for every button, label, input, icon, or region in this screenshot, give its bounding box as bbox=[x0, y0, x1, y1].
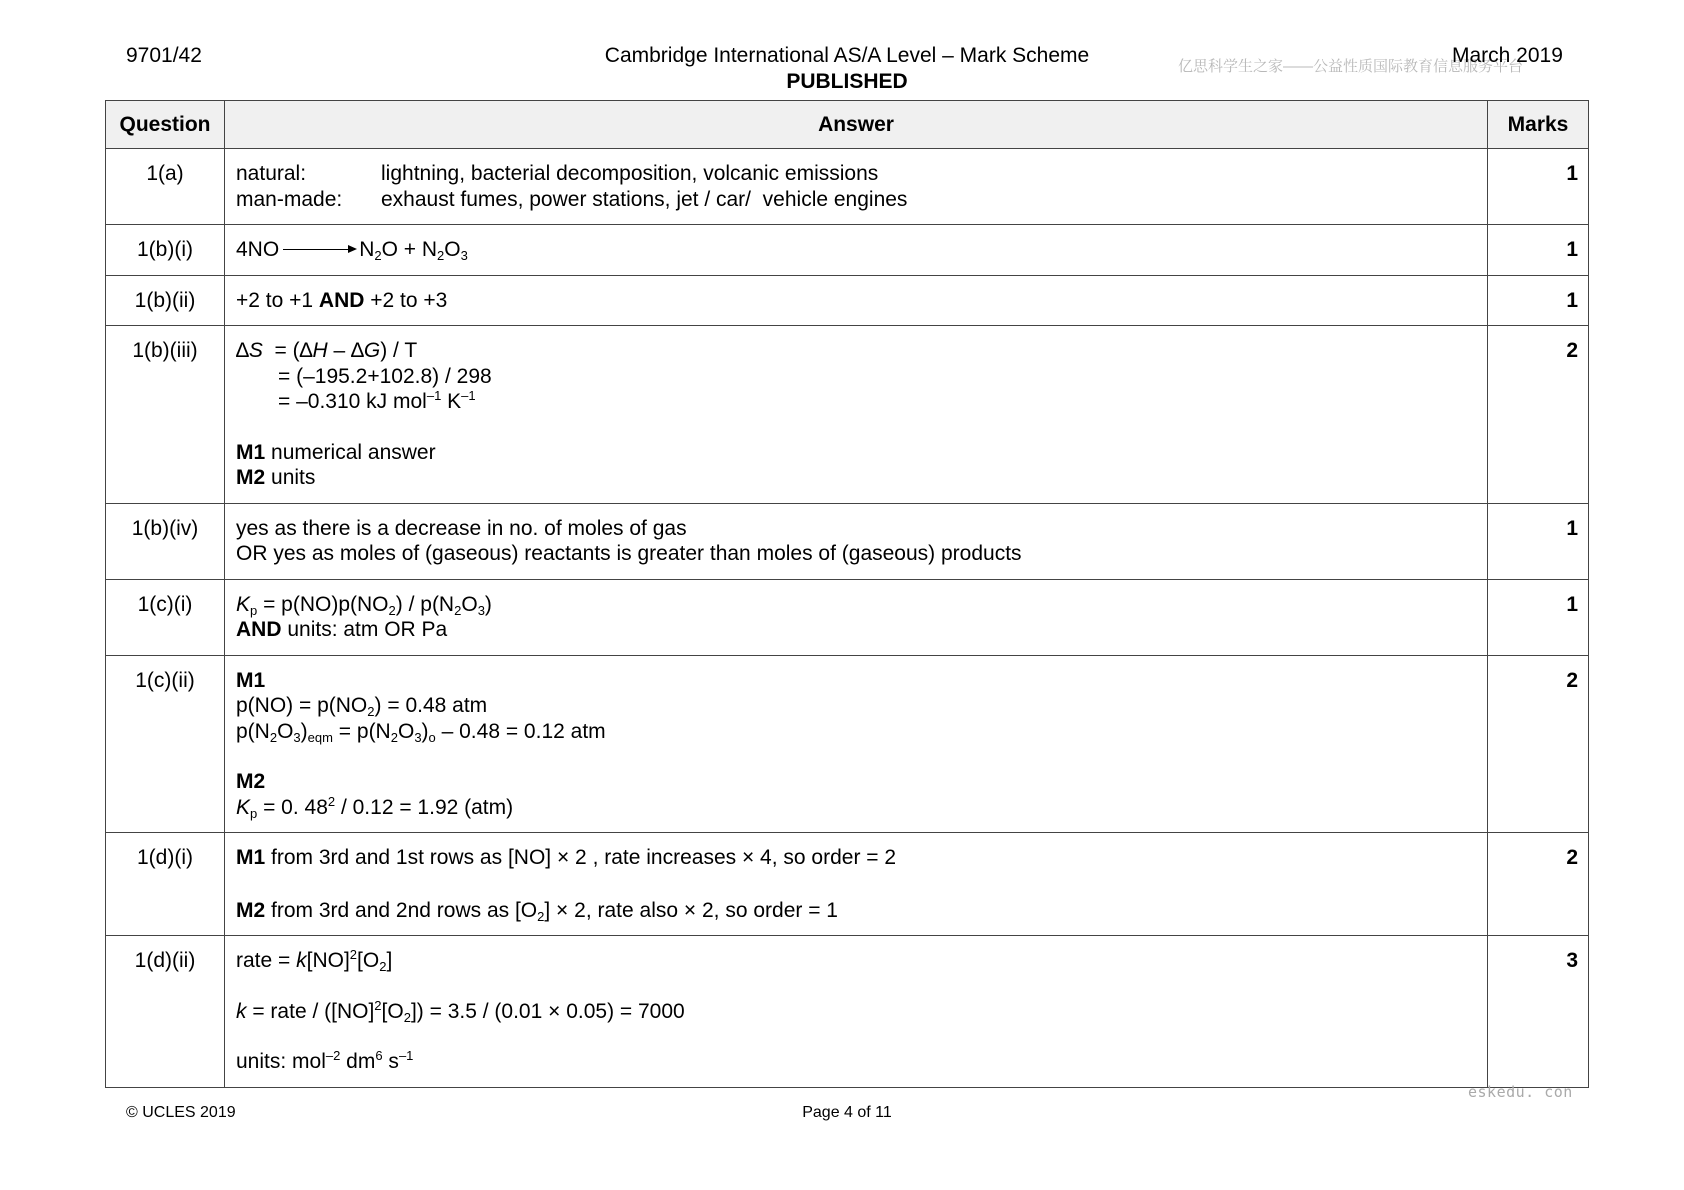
entropy-symbol: S bbox=[248, 339, 263, 362]
equation-text: [O bbox=[357, 949, 380, 972]
spacer bbox=[236, 871, 1477, 898]
mark-point-text: ] × 2, rate also × 2, so order = 1 bbox=[544, 898, 838, 922]
subscript: 2 bbox=[374, 248, 382, 263]
equation-text: ) / T bbox=[380, 339, 418, 362]
spacer bbox=[236, 744, 1477, 769]
subscript: 2 bbox=[269, 729, 278, 745]
equation-text: = 0. 48 bbox=[257, 795, 328, 819]
table-row bbox=[106, 936, 1589, 1088]
question-number: 1(b)(iv) bbox=[106, 503, 225, 579]
natural-sources: lightning, bacterial decomposition, volcanic emissions bbox=[381, 162, 879, 185]
subscript: 2 bbox=[537, 908, 545, 924]
header-answer: Answer bbox=[225, 101, 1488, 149]
subscript: 3 bbox=[477, 602, 485, 618]
equation-text: ) bbox=[300, 719, 308, 743]
mark-point-text: numerical answer bbox=[265, 440, 436, 464]
equation-text: O bbox=[397, 719, 415, 743]
spacer bbox=[236, 974, 1477, 999]
subscript: 3 bbox=[414, 729, 422, 745]
units-text: dm bbox=[340, 1050, 376, 1073]
equation-text: N bbox=[359, 238, 375, 261]
mark-point-text: units bbox=[265, 466, 316, 489]
equation-text: O bbox=[461, 592, 478, 616]
mark-point-text: from 3rd and 1st rows as [NO] × 2 , rate increases × 4, so order = 2 bbox=[265, 846, 897, 869]
copyright-notice: © UCLES 2019 bbox=[126, 1104, 236, 1121]
reaction-arrow-icon bbox=[283, 249, 355, 250]
answer-cell bbox=[225, 655, 1488, 833]
subscript: p bbox=[250, 805, 258, 821]
equation-text: O bbox=[277, 719, 294, 743]
manmade-label: man-made: bbox=[236, 187, 343, 211]
natural-label: natural: bbox=[236, 162, 307, 185]
page-number: Page 4 of 11 bbox=[802, 1104, 892, 1121]
superscript: 6 bbox=[375, 1048, 383, 1063]
delta-symbol: ∆ bbox=[236, 339, 249, 362]
equation-text: = (∆ bbox=[262, 339, 313, 362]
subscript: eqm bbox=[307, 729, 333, 745]
mark-point-label: M1 bbox=[236, 668, 266, 692]
equation-text: [O bbox=[381, 999, 404, 1023]
answer-cell bbox=[225, 225, 1488, 276]
superscript: 2 bbox=[327, 793, 336, 809]
exam-date: March 2019 bbox=[1452, 44, 1563, 67]
answer-cell bbox=[225, 275, 1488, 326]
kp-symbol: K bbox=[236, 592, 251, 616]
mark-point-text: from 3rd and 2nd rows as [O bbox=[265, 898, 538, 922]
table-row bbox=[106, 225, 1589, 276]
kp-symbol: K bbox=[236, 795, 251, 819]
mark-point-label: M1 bbox=[236, 440, 266, 464]
equation-text: O + N bbox=[381, 238, 438, 261]
equation-text: = p(N bbox=[332, 719, 391, 743]
question-number: 1(d)(i) bbox=[106, 833, 225, 936]
and-keyword: AND bbox=[318, 288, 365, 312]
answer-cell bbox=[225, 936, 1488, 1088]
answer-cell bbox=[225, 579, 1488, 655]
equation-text: ) = 0.48 atm bbox=[374, 694, 488, 717]
subscript: p bbox=[250, 602, 258, 618]
mark-point-label: M2 bbox=[236, 898, 266, 922]
equation-text: = rate / ([NO] bbox=[246, 999, 375, 1023]
rate-constant-symbol: k bbox=[236, 999, 247, 1023]
table-row bbox=[106, 275, 1589, 326]
units-text: units: mol bbox=[236, 1050, 326, 1073]
superscript: 2 bbox=[349, 947, 358, 962]
equation-line: = (–195.2+102.8) / 298 bbox=[278, 364, 492, 388]
paper-code: 9701/42 bbox=[126, 44, 202, 67]
table-header-row bbox=[106, 101, 1589, 149]
question-number: 1(b)(iii) bbox=[106, 326, 225, 504]
marks-cell: 3 bbox=[1488, 936, 1589, 1088]
units-text: s bbox=[382, 1050, 399, 1073]
manmade-sources: exhaust fumes, power stations, jet / car/ vehicle engines bbox=[381, 187, 908, 211]
subscript: 2 bbox=[367, 704, 375, 719]
question-number: 1(c)(i) bbox=[106, 579, 225, 655]
spacer bbox=[236, 415, 1477, 440]
published-label: PUBLISHED bbox=[786, 70, 908, 93]
and-keyword: AND bbox=[236, 618, 282, 641]
superscript: 2 bbox=[374, 997, 382, 1013]
equation-text: / 0.12 = 1.92 (atm) bbox=[335, 795, 514, 819]
equation-text: [NO] bbox=[306, 949, 350, 972]
table-row bbox=[106, 149, 1589, 225]
equation-text: – ∆ bbox=[327, 339, 364, 362]
equation-text: ]) = 3.5 / (0.01 × 0.05) = 7000 bbox=[410, 999, 685, 1023]
table-row bbox=[106, 833, 1589, 936]
header-marks: Marks bbox=[1488, 101, 1589, 149]
question-number: 1(c)(ii) bbox=[106, 655, 225, 833]
table-row bbox=[106, 326, 1589, 504]
equation-text: ) / p(N bbox=[395, 592, 455, 616]
answer-text: +2 to +3 bbox=[364, 288, 448, 312]
mark-point-label: M2 bbox=[236, 770, 266, 793]
subscript: 3 bbox=[460, 248, 468, 263]
answer-cell bbox=[225, 833, 1488, 936]
marks-cell: 2 bbox=[1488, 833, 1589, 936]
answer-line: yes as there is a decrease in no. of moles of gas bbox=[236, 516, 687, 540]
equation-text: ) bbox=[484, 592, 492, 616]
question-number: 1(d)(ii) bbox=[106, 936, 225, 1088]
subscript: 2 bbox=[454, 602, 462, 618]
subscript: 2 bbox=[388, 602, 396, 618]
table-row bbox=[106, 655, 1589, 833]
answer-cell bbox=[225, 326, 1488, 504]
table-row bbox=[106, 503, 1589, 579]
marks-cell: 2 bbox=[1488, 655, 1589, 833]
equation-text: = –0.310 kJ mol bbox=[278, 390, 427, 413]
header-question: Question bbox=[106, 101, 225, 149]
question-number: 1(b)(i) bbox=[106, 225, 225, 276]
marks-cell: 1 bbox=[1488, 149, 1589, 225]
equation-text: p(NO) = p(NO bbox=[236, 694, 368, 717]
rate-constant-symbol: k bbox=[296, 949, 307, 972]
equation-text: – 0.48 = 0.12 atm bbox=[435, 719, 606, 743]
superscript: –1 bbox=[461, 388, 476, 403]
marks-cell: 1 bbox=[1488, 225, 1589, 276]
marks-cell: 1 bbox=[1488, 503, 1589, 579]
answer-text: +2 to +1 bbox=[236, 288, 319, 312]
subscript: o bbox=[428, 729, 436, 745]
subscript: 2 bbox=[403, 1009, 411, 1025]
subscript: 3 bbox=[293, 729, 301, 745]
table-row bbox=[106, 579, 1589, 655]
question-number: 1(a) bbox=[106, 149, 225, 225]
mark-point-label: M1 bbox=[236, 846, 266, 869]
marks-cell: 2 bbox=[1488, 326, 1589, 504]
answer-line: OR yes as moles of (gaseous) reactants is greater than moles of (gaseous) products bbox=[236, 542, 1022, 565]
gibbs-symbol: G bbox=[363, 339, 381, 362]
equation-reactant: 4NO bbox=[236, 238, 280, 261]
mark-scheme-table bbox=[105, 100, 1589, 1088]
superscript: –2 bbox=[325, 1048, 341, 1063]
watermark-text: 亿思科学生之家——公益性质国际教育信息服务平台 bbox=[1178, 58, 1524, 75]
document-title: Cambridge International AS/A Level – Mark Scheme bbox=[604, 44, 1090, 67]
site-watermark: eskedu. con bbox=[1468, 1083, 1573, 1101]
marks-cell: 1 bbox=[1488, 579, 1589, 655]
question-number: 1(b)(ii) bbox=[106, 275, 225, 326]
subscript: 2 bbox=[437, 248, 445, 263]
equation-text: K bbox=[441, 390, 462, 413]
subscript: 2 bbox=[379, 959, 387, 974]
spacer bbox=[236, 1024, 1477, 1049]
equation-text: ) bbox=[421, 719, 429, 743]
superscript: –1 bbox=[426, 388, 442, 403]
superscript: –1 bbox=[398, 1048, 414, 1063]
equation-text: p(N bbox=[236, 719, 270, 743]
subscript: 2 bbox=[390, 729, 398, 745]
equation-text: rate = bbox=[236, 949, 297, 972]
equation-text: O bbox=[444, 238, 461, 261]
enthalpy-symbol: H bbox=[312, 339, 328, 362]
mark-point-label: M2 bbox=[236, 466, 266, 489]
marks-cell: 1 bbox=[1488, 275, 1589, 326]
answer-cell bbox=[225, 149, 1488, 225]
units-text: units: atm OR Pa bbox=[281, 618, 448, 641]
answer-cell bbox=[225, 503, 1488, 579]
equation-text: ] bbox=[386, 949, 393, 972]
equation-text: = p(NO)p(NO bbox=[257, 592, 389, 616]
